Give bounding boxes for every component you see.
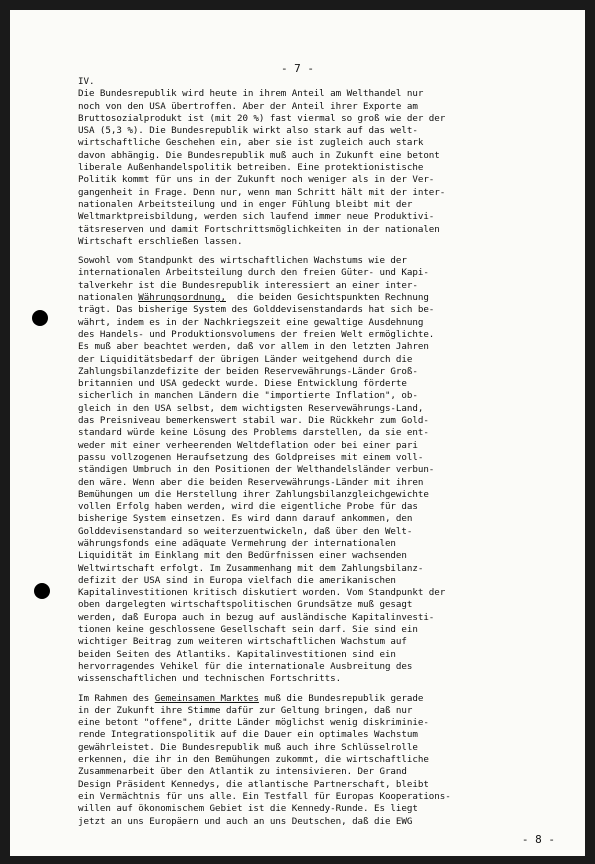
text-line: Zusammenarbeit über den Atlantik zu intensivieren. Der Grand bbox=[78, 766, 407, 778]
text-segment: nationalen bbox=[78, 292, 139, 304]
text-line: Design Präsident Kennedys, die atlantische Partnerschaft, bleibt bbox=[78, 778, 429, 790]
text-line: eine betont "offene", dritte Länder möglichst wenig diskriminie- bbox=[78, 717, 429, 729]
text-line: das Preisniveau bemerkenswert stabil war. Die Rückkehr zum Gold- bbox=[78, 415, 429, 427]
text-segment: muß die Bundesrepublik gerade bbox=[258, 692, 424, 704]
text-line: internationalen Arbeitsteilung durch den freien Güter- und Kapi- bbox=[78, 267, 429, 279]
punch-hole-top bbox=[32, 310, 48, 326]
text-line: bisherige System einsetzen. Es wird dann darauf ankommen, den bbox=[78, 513, 413, 525]
text-line: tätsreserven und damit Fortschrittsmöglichkeiten in der nationalen bbox=[78, 223, 440, 235]
text-line: Bemühungen um die Herstellung ihrer Zahlungsbilanzgleichgewichte bbox=[78, 488, 429, 500]
text-line: weder mit einer verheerenden Weltdeflation oder bei einer pari bbox=[78, 439, 418, 451]
text-line: Weltmarktpreisbildung, werden sich laufend immer neue Produktivi- bbox=[78, 211, 435, 223]
text-line: Kapitalinvestitionen kritisch diskutiert worden. Vom Standpunkt der bbox=[78, 587, 446, 599]
text-line: Die Bundesrepublik wird heute in ihrem Anteil am Welthandel nur bbox=[78, 88, 424, 100]
text-line: USA (5,3 %). Die Bundesrepublik wirkt also stark auf das welt- bbox=[78, 125, 418, 137]
text-line: liberale Außenhandelspolitik betreiben. Eine protektionistische bbox=[78, 162, 424, 174]
paragraph-1 bbox=[78, 88, 568, 248]
text-line: wichtiger Beitrag zum weiteren wirtschaftlichen Wachstum auf bbox=[78, 636, 407, 648]
underlined-term: Währungsordnung, bbox=[138, 292, 226, 304]
text-line: hervorragendes Vehikel für die internationale Ausbreitung des bbox=[78, 660, 413, 672]
text-line: wissenschaftlichen und technischen Fortschritts. bbox=[78, 673, 342, 685]
text-line: Zahlungsbilanzdefizite der beiden Reservewährungs-Länder Groß- bbox=[78, 365, 418, 377]
text-line: der Liquiditätsbedarf der übrigen Länder weitgehend durch die bbox=[78, 353, 413, 365]
section-heading: IV. bbox=[78, 76, 95, 87]
text-line: gangenheit in Frage. Denn nur, wenn man Schritt hält mit der inter- bbox=[78, 186, 446, 198]
text-line: währt, indem es in der Nachkriegszeit eine gewaltige Ausdehnung bbox=[78, 316, 424, 328]
punch-hole-bottom bbox=[34, 583, 50, 599]
text-line: ständigen Umbruch in den Positionen der Welthandelsländer verbun- bbox=[78, 464, 435, 476]
text-line: standard würde keine Lösung des Problems darstellen, da sie ent- bbox=[78, 427, 429, 439]
text-line: sicherlich in manchen Ländern die "importierte Inflation", ob- bbox=[78, 390, 418, 402]
text-segment: die beiden Gesichtspunkten Rechnung bbox=[226, 292, 429, 304]
text-line bbox=[78, 292, 568, 304]
text-line: wirtschaftliche Geschehen ein, aber sie ist zugleich auch stark bbox=[78, 137, 424, 149]
text-line: des Handels- und Produktionsvolumens der freien Welt ermöglichte. bbox=[78, 328, 435, 340]
text-line: erkennen, die ihr in den Bemühungen zukommt, die wirtschaftliche bbox=[78, 754, 429, 766]
text-line: rende Integrationspolitik auf die Dauer ein optimales Wachstum bbox=[78, 729, 418, 741]
text-line: Bruttosozialprodukt ist (mit 20 %) fast viermal so groß wie der der bbox=[78, 112, 446, 124]
text-line: ein Vermächtnis für uns alle. Ein Testfall für Europas Kooperations- bbox=[78, 790, 451, 802]
text-line: Golddevisenstandard so weiterzuentwickeln, daß über den Welt- bbox=[78, 525, 413, 537]
text-line: oben dargelegten wirtschaftspolitischen Grundsätze muß gesagt bbox=[78, 599, 413, 611]
text-line: nationalen Arbeitsteilung und in enger Fühlung bleibt mit der bbox=[78, 198, 413, 210]
text-line: vollen Erfolg haben werden, wird die eigentliche Probe für das bbox=[78, 501, 418, 513]
paragraph-2 bbox=[78, 255, 568, 685]
underlined-term: Gemeinsamen Marktes bbox=[154, 692, 259, 704]
text-line: beiden Seiten des Atlantiks. Kapitalinvestitionen sind ein bbox=[78, 648, 396, 660]
text-line: trägt. Das bisherige System des Golddevisenstandards hat sich be- bbox=[78, 304, 435, 316]
document-page bbox=[10, 10, 585, 856]
text-segment: Im Rahmen des bbox=[78, 692, 155, 704]
text-line: Politik kommt für uns in der Zukunft noch weniger als in der Ver- bbox=[78, 174, 435, 186]
text-line: werden, daß Europa auch in bezug auf ausländische Kapitalinvesti- bbox=[78, 611, 435, 623]
text-line: davon abhängig. Die Bundesrepublik muß auch in Zukunft eine betont bbox=[78, 149, 440, 161]
text-line: jetzt an uns Europäern und auch an uns Deutschen, daß die EWG bbox=[78, 815, 413, 827]
text-line: in der Zukunft ihre Stimme dafür zur Geltung bringen, daß nur bbox=[78, 704, 413, 716]
paragraph-3 bbox=[78, 693, 568, 828]
text-line: noch von den USA übertroffen. Aber der Anteil ihrer Exporte am bbox=[78, 100, 418, 112]
text-line: britannien und USA gedeckt wurde. Diese Entwicklung förderte bbox=[78, 378, 407, 390]
text-line: gleich in den USA selbst, dem wichtigsten Reservewährungs-Land, bbox=[78, 402, 424, 414]
text-line: willen auf ökonomischem Gebiet ist die Kennedy-Runde. Es liegt bbox=[78, 803, 418, 815]
text-line: währungsfonds eine adäquate Vermehrung der internationalen bbox=[78, 537, 396, 549]
text-line: gewährleistet. Die Bundesrepublik muß auch ihre Schlüsselrolle bbox=[78, 741, 418, 753]
text-line: Sowohl vom Standpunkt des wirtschaftlichen Wachstums wie der bbox=[78, 255, 407, 267]
text-line: defizit der USA sind in Europa vielfach die amerikanischen bbox=[78, 574, 396, 586]
body-text bbox=[78, 76, 568, 828]
text-line: talverkehr ist die Bundesrepublik interessiert an einer inter- bbox=[78, 279, 418, 291]
text-line: Wirtschaft erschließen lassen. bbox=[78, 235, 243, 247]
text-line bbox=[78, 693, 568, 705]
page-number-bottom: - 8 - bbox=[521, 833, 555, 846]
text-line: Liquidität im Einklang mit den Bedürfnissen einer wachsenden bbox=[78, 550, 407, 562]
text-line: passu vollzogenen Heraufsetzung des Goldpreises mit einem voll- bbox=[78, 451, 424, 463]
text-line: tionen keine geschlossene Gesellschaft sein darf. Sie sind ein bbox=[78, 624, 418, 636]
page-number-top: - 7 - bbox=[280, 62, 315, 75]
text-line: den wäre. Wenn aber die beiden Reservewährungs-Länder mit ihren bbox=[78, 476, 424, 488]
text-line: Weltwirtschaft erfolgt. Im Zusammenhang mit dem Zahlungsbilanz- bbox=[78, 562, 424, 574]
text-line: Es muß aber beachtet werden, daß vor allem in den letzten Jahren bbox=[78, 341, 429, 353]
